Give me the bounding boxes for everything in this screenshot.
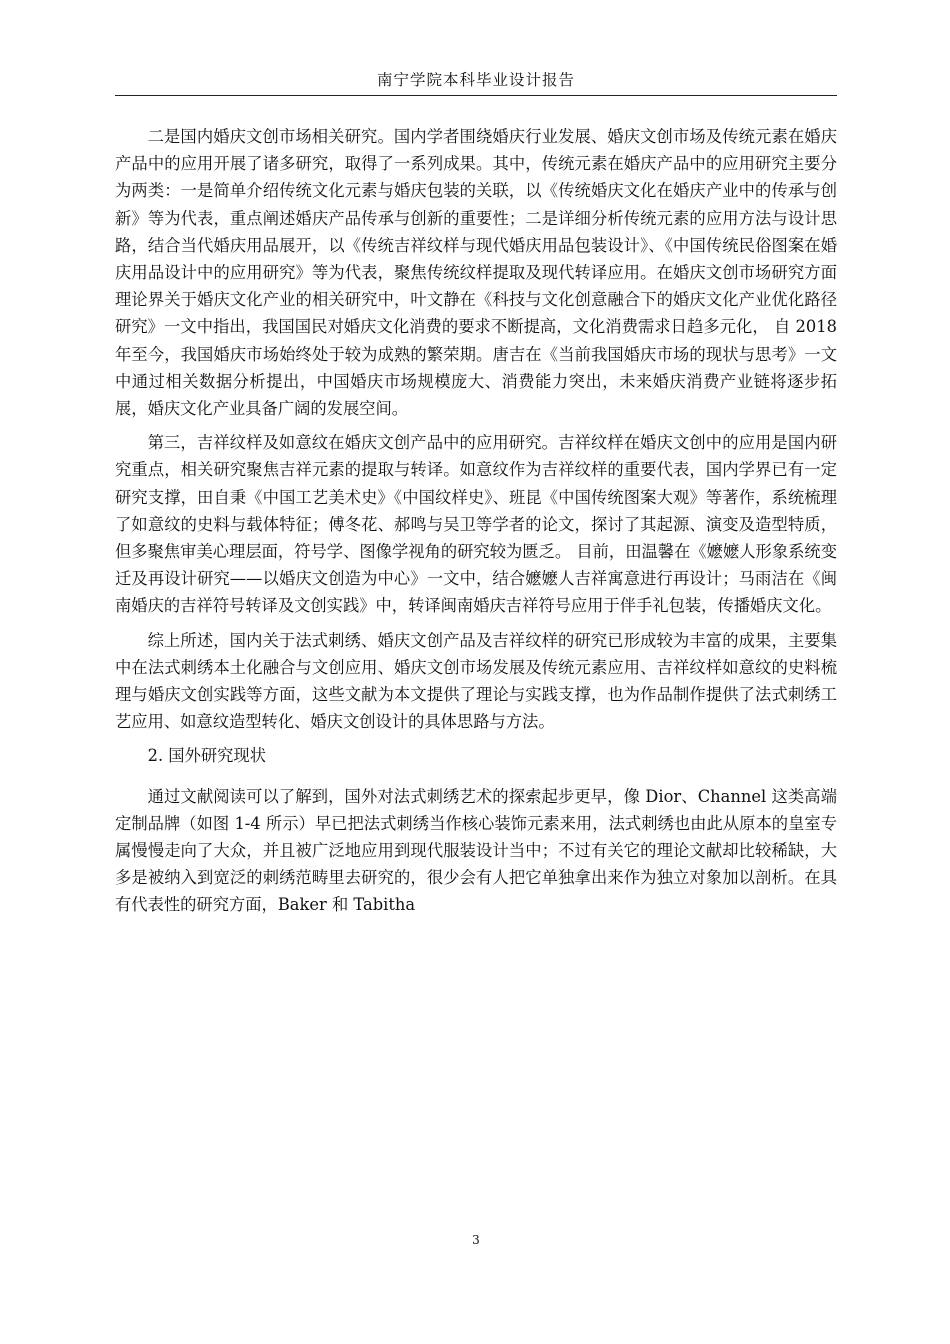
paragraph-auspicious-patterns: 第三，吉祥纹样及如意纹在婚庆文创产品中的应用研究。吉祥纹样在婚庆文创中的应用是国内研究重点，相关研究聚焦吉祥元素的提取与转译。如意纹作为吉祥纹样的重要代表，国内学界已有一定研究支撑，田自秉《中国工艺美术史》《中国纹样史》、班昆《中国传统图案大观》等著作，系统梳理了如意纹的史料与载体特征；傅冬花、郝鸣与吴卫等学者的论文，探讨了其起源、演变及造型特质，但多聚焦审美心理层面，符号学、图像学视角的研究较为匮乏。 目前，田温馨在《嬷嬷人形象系统变迁及再设计研究——以婚庆文创造为中心》一文中，结合嬷嬷人吉祥寓意进行再设计；马雨洁在《闽南婚庆的吉祥符号转译及文创实践》中，转译闽南婚庆吉祥符号应用于伴手礼包装，传播婚庆文化。 (115, 433, 837, 616)
page-header-title: 南宁学院本科毕业设计报告 (376, 71, 575, 89)
paragraph-summary: 综上所述，国内关于法式刺绣、婚庆文创产品及吉祥纹样的研究已形成较为丰富的成果，主要集中在法式刺绣本土化融合与文创应用、婚庆文创市场发展及传统元素应用、吉祥纹样如意纹的史料梳理与婚庆文创实践等方面，这些文献为本文提供了理论与实践支撑，也为作品制作提供了法式刺绣工艺应用、如意纹造型转化、婚庆文创设计的具体思路与方法。 (115, 630, 837, 732)
paragraph-foreign-research: 通过文献阅读可以了解到，国外对法式刺绣艺术的探索起步更早，像 Dior、Channel 这类高端定制品牌（如图 1-4 所示）早已把法式刺绣当作核心装饰元素来用，法式刺绣也由此从原本的皇室专属慢慢走向了大众，并且被广泛地应用到现代服装设计当中；不过有关它的理论文献却比较稀缺，大多是被纳入到宽泛的刺绣范畴里去研究的，很少会有人把它单独拿出来作为独立对象加以剖析。在具有代表性的研究方面，Baker 和 Tabitha (115, 786, 837, 915)
header-divider (115, 95, 837, 96)
page-number: 3 (472, 1233, 480, 1247)
document-body (115, 123, 837, 926)
section-heading-foreign-research: 2. 国外研究现状 (147, 746, 266, 766)
paragraph-domestic-wedding-market: 二是国内婚庆文创市场相关研究。国内学者围绕婚庆行业发展、婚庆文创市场及传统元素在婚庆产品中的应用开展了诸多研究，取得了一系列成果。其中，传统元素在婚庆产品中的应用研究主要分为两类：一是简单介绍传统文化元素与婚庆包装的关联，以《传统婚庆文化在婚庆产业中的传承与创新》等为代表，重点阐述婚庆产品传承与创新的重要性；二是详细分析传统元素的应用方法与设计思路，结合当代婚庆用品展开，以《传统吉祥纹样与现代婚庆用品包装设计》、《中国传统民俗图案在婚庆用品设计中的应用研究》等为代表，聚焦传统纹样提取及现代转译应用。在婚庆文创市场研究方面理论界关于婚庆文化产业的相关研究中，叶文静在《科技与文化创意融合下的婚庆文化产业优化路径研究》一文中指出，我国国民对婚庆文化消费的要求不断提高，文化消费需求日趋多元化， 自 2018 年至今，我国婚庆市场始终处于较为成熟的繁荣期。唐吉在《当前我国婚庆市场的现状与思考》一文中通过相关数据分析提出，中国婚庆市场规模庞大、消费能力突出，未来婚庆消费产业链将逐步拓展，婚庆文化产业具备广阔的发展空间。 (115, 127, 837, 419)
